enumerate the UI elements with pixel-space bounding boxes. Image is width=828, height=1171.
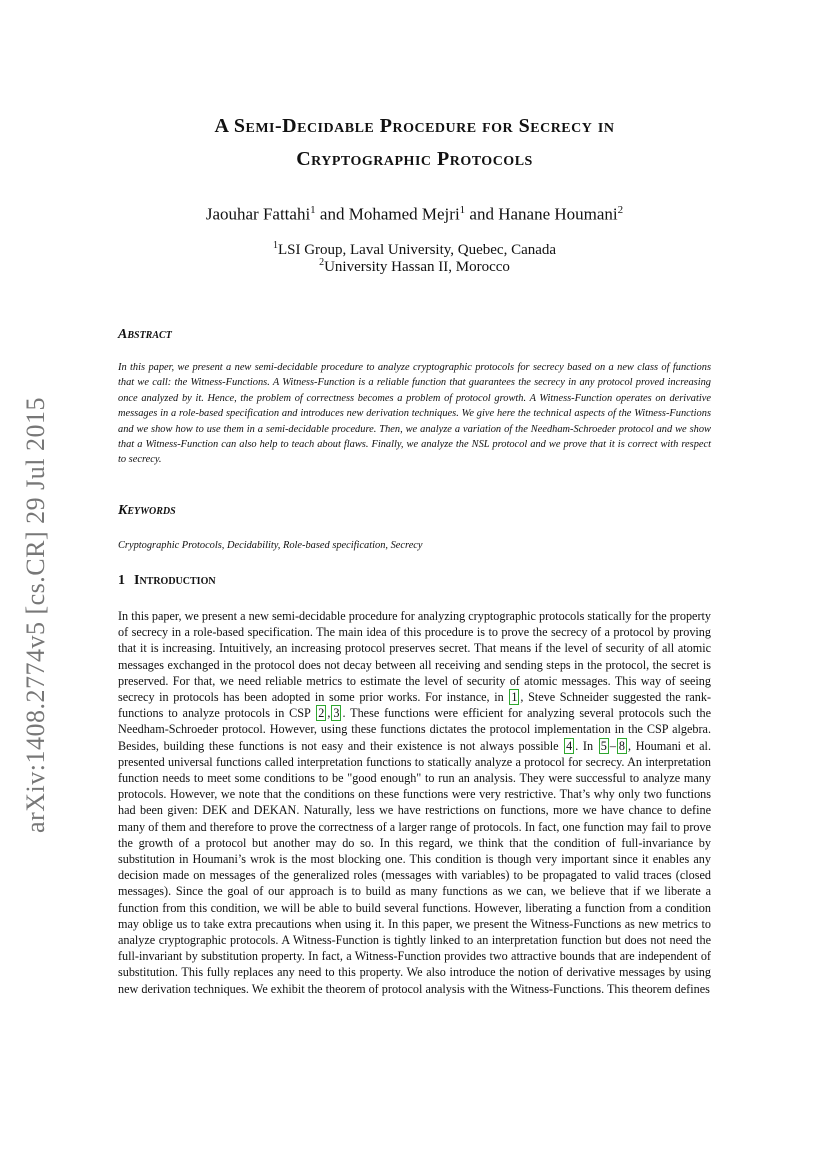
affiliation-mark: 1: [272, 240, 278, 251]
citation-link[interactable]: 4: [566, 738, 573, 753]
author-separator: and: [465, 204, 499, 224]
body-text-segment: . These functions were efficient for analyzing several protocols such the Needham-Schroeder protocol. However, using these functions dictates the protocol implementation in the CSP algebra. Besides, building these functions is not easy and their existence is not always possible: [118, 706, 711, 753]
body-text-segment: , Steve Schneider suggested the rank-functions to analyze protocols in CSP: [118, 690, 711, 721]
author-name: Hanane Houmani: [498, 204, 618, 224]
body-text-segment: In this paper, we present a new semi-decidable procedure for analyzing cryptographic protocols statically for the property of secrecy in a role-based specification. The main idea of this procedure is to prove the secrecy of a protocol by proving that it is increasing. Intuitively, an increasing protocol preserves secret. That means if the level of security of all atomic messages exchanged in the protocol does not decay between all receiving and sending steps in the protocol, the secret is preserved. For that, we need reliable metrics to estimate the level of security of atomic messages. This way of seeing secrecy in protocols has been adopted in some prior works. For instance, in: [118, 609, 711, 705]
arxiv-stamp: [14, 380, 58, 850]
body-text-segment: –: [609, 738, 616, 753]
authors: [118, 204, 711, 225]
author-affil-mark: 1: [459, 204, 466, 216]
citation-link[interactable]: 1: [511, 690, 518, 705]
citation-link[interactable]: 8: [618, 738, 626, 753]
section-number: 1: [118, 573, 125, 588]
affiliation-2: [118, 257, 711, 276]
body-text-segment: , Houmani et al. presented universal functions called interpretation functions to statically analyze a protocol for secrecy. An interpretation function needs to meet some conditions to be "good enough" to run an analysis. They were successful to analyze many protocols. However, we note that the conditions on these functions were very restrictive. That’s why only two functions had been given: DEK and DEKAN. Naturally, less we have restrictions on functions, more we have chance to define many of them and therefore to prove the correctness of a larger range of protocols. In fact, one function may fail to prove the growth of a protocol but another may do so. In this regard, we think that the condition of full-invariance by substitution in Houmani’s wrok is the most blocking one. This condition is though very important since it enables any decision made on messages of the generalized roles (messages with variables) to be propagated to valid traces (closed messages). Since the goal of our approach is to build as many functions as we can, we believe that if we liberate a function from this condition, we will be able to build several functions. However, liberating a function from a condition may oblige us to take extra precautions when using it. In this paper, we present the Witness-Functions as new metrics to analyze cryptographic protocols. A Witness-Function is tightly linked to an interpretation function but does not need the full-invariant by substitution property. In fact, a Witness-Function provides two attractive bounds that are independent of substitution. This fully replaces any need to this property. We also introduce the notion of derivative messages by using new derivation techniques. We exhibit the theorem of protocol analysis with the Witness-Functions. This theorem defines: [118, 738, 711, 996]
keywords-heading: Keywords: [118, 503, 176, 518]
body-text-segment: . In: [575, 738, 598, 753]
body-text-segment: ,: [327, 706, 331, 721]
keywords-text: Cryptographic Protocols, Decidability, Role-based specification, Secrecy: [118, 540, 423, 551]
author-name: Mohamed Mejri: [348, 204, 460, 224]
introduction-body: [118, 608, 711, 997]
paper-title-line1: A Semi-Decidable Procedure for Secrecy in: [214, 115, 615, 137]
author-name: Jaouhar Fattahi: [205, 204, 311, 224]
citation-link[interactable]: 3: [333, 706, 340, 721]
paper-title-line2: Cryptographic Protocols: [296, 148, 533, 170]
citation-link[interactable]: 5: [600, 738, 607, 753]
introduction-heading: [118, 573, 216, 589]
arxiv-identifier: arXiv:1408.2774v5 [cs.CR] 29 Jul 2015: [21, 397, 51, 833]
abstract-heading: Abstract: [118, 327, 172, 342]
citation-link[interactable]: 2: [318, 706, 325, 721]
author-affil-mark: 2: [617, 204, 624, 216]
abstract-text: In this paper, we present a new semi-decidable procedure to analyze cryptographic protocols for secrecy based on a new class of functions that we call: the Witness-Functions. A Witness-Function is a reliable function that guarantees the secrecy in any protocol proved increasing once analyzed by it. Hence, the problem of correctness becomes a problem of protocol growth. A Witness-Function operates on derivative messages in a role-based specification and introduces new derivation techniques. We give here the technical aspects of the Witness-Functions and we show how to use them in a semi-decidable procedure. Then, we analyze a variation of the Needham-Schroeder protocol and we show that a Witness-Function can also help to teach about flaws. Finally, we analyze the NSL protocol and we prove that it is correct with respect to secrecy.: [118, 362, 711, 466]
affiliation-mark: 2: [319, 257, 325, 268]
section-title: Introduction: [134, 573, 216, 588]
author-separator: and: [315, 204, 349, 224]
affiliation-text: LSI Group, Laval University, Quebec, Canada: [277, 242, 557, 258]
author-affil-mark: 1: [310, 204, 316, 216]
affiliation-text: University Hassan II, Morocco: [324, 259, 510, 275]
